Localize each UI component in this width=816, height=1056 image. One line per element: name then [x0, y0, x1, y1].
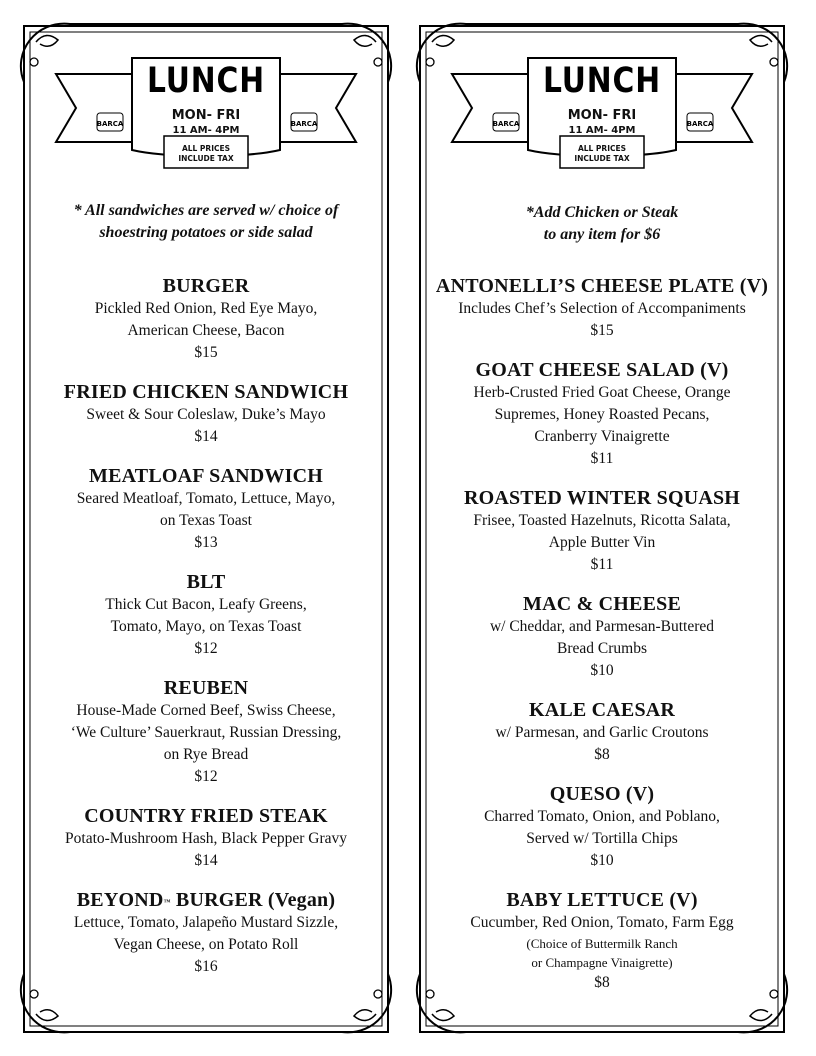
- item-desc: Lettuce, Tomato, Jalapeño Mustard Sizzle,: [73, 914, 339, 931]
- item-desc: Bread Crumbs: [557, 640, 647, 657]
- note-line: ALL PRICES: [577, 144, 627, 153]
- note-line: INCLUDE TAX: [178, 154, 234, 163]
- item-desc: Potato-Mushroom Hash, Black Pepper Gravy: [65, 830, 347, 847]
- sandwich-notice: [36, 200, 376, 244]
- svg-text:BARCA: BARCA: [96, 120, 124, 128]
- add-protein-notice: [432, 202, 772, 246]
- item-desc-note: (Choice of Buttermilk Ranch: [526, 936, 678, 951]
- item-desc: Charred Tomato, Onion, and Poblano,: [484, 808, 720, 825]
- item-desc: Cranberry Vinaigrette: [534, 428, 670, 445]
- item-desc: Seared Meatloaf, Tomato, Lettuce, Mayo,: [76, 490, 336, 507]
- notice-line: *Add Chicken or Steak: [525, 204, 679, 221]
- banner-note: [171, 144, 241, 164]
- item-name: MAC & CHEESE: [523, 593, 681, 615]
- item-price: $11: [590, 556, 614, 573]
- item-price: $8: [594, 974, 610, 991]
- item-desc: Apple Butter Vin: [548, 534, 656, 551]
- svg-text:BARCA: BARCA: [492, 120, 520, 128]
- notice-line: * All sandwiches are served w/ choice of: [73, 202, 339, 219]
- item-desc: Supremes, Honey Roasted Pecans,: [494, 406, 710, 423]
- menu-item-cheese-plate: [422, 274, 782, 342]
- item-name: MEATLOAF SANDWICH: [89, 465, 323, 487]
- item-name: GOAT CHEESE SALAD (V): [475, 359, 729, 381]
- item-name: QUESO (V): [549, 783, 655, 805]
- item-name: ROASTED WINTER SQUASH: [463, 487, 741, 509]
- notice-line: shoestring potatoes or side salad: [99, 224, 313, 241]
- menu-item-meatloaf-sandwich: [26, 464, 386, 554]
- item-desc: w/ Parmesan, and Garlic Croutons: [495, 724, 709, 741]
- menu-item-beyond-burger: [26, 888, 386, 978]
- item-name: ANTONELLI’S CHEESE PLATE (V): [435, 275, 769, 297]
- item-desc: Sweet & Sour Coleslaw, Duke’s Mayo: [86, 406, 326, 423]
- item-desc: Cucumber, Red Onion, Tomato, Farm Egg: [470, 914, 734, 931]
- banner-hours: 11 AM- 4PM: [172, 125, 240, 136]
- item-desc: Thick Cut Bacon, Leafy Greens,: [105, 596, 307, 613]
- item-desc: American Cheese, Bacon: [127, 322, 285, 339]
- item-desc: Vegan Cheese, on Potato Roll: [113, 936, 299, 953]
- svg-text:BARCA: BARCA: [686, 120, 714, 128]
- menu-item-kale-caesar: [422, 698, 782, 766]
- trademark-mark: ™: [163, 898, 171, 906]
- left-menu-panel: [16, 12, 396, 1044]
- item-price: $12: [194, 640, 218, 657]
- notice-line: to any item for $6: [543, 226, 661, 243]
- svg-text:BARCA: BARCA: [290, 120, 318, 128]
- item-name: COUNTRY FRIED STEAK: [84, 805, 328, 827]
- menu-item-country-fried-steak: [26, 804, 386, 872]
- item-price: $14: [194, 428, 218, 445]
- menu-item-roasted-winter-squash: [422, 486, 782, 576]
- menu-item-baby-lettuce: [422, 888, 782, 994]
- item-desc: Herb-Crusted Fried Goat Cheese, Orange: [473, 384, 731, 401]
- banner-title: LUNCH: [543, 61, 661, 101]
- menu-item-fried-chicken-sandwich: [26, 380, 386, 448]
- item-desc: on Texas Toast: [160, 512, 252, 529]
- item-name: BLT: [186, 571, 226, 593]
- item-desc: Tomato, Mayo, on Texas Toast: [110, 618, 302, 635]
- menu-item-blt: [26, 570, 386, 660]
- menu-item-reuben: [26, 676, 386, 788]
- item-name: BABY LETTUCE (V): [506, 889, 698, 911]
- item-price: $10: [590, 662, 614, 679]
- menu-item-goat-cheese-salad: [422, 358, 782, 470]
- item-name-part: BEYOND: [76, 889, 164, 911]
- banner-title: LUNCH: [147, 61, 265, 101]
- item-desc: Served w/ Tortilla Chips: [526, 830, 678, 847]
- menu-item-burger: [26, 274, 386, 364]
- item-desc-note: or Champagne Vinaigrette): [531, 955, 673, 970]
- item-price: $11: [590, 450, 614, 467]
- banner-days: MON- FRI: [171, 108, 241, 123]
- item-desc: Includes Chef’s Selection of Accompaniments: [458, 300, 746, 317]
- banner-days: MON- FRI: [567, 108, 637, 123]
- item-price: $12: [194, 768, 218, 785]
- menu-item-mac-and-cheese: [422, 592, 782, 682]
- right-menu-panel: [412, 12, 792, 1044]
- banner-note: [567, 144, 637, 164]
- menu-items-left: [26, 274, 386, 994]
- item-name: [26, 888, 386, 912]
- item-price: $13: [194, 534, 218, 551]
- lunch-banner: [442, 56, 762, 176]
- item-price: $16: [194, 958, 218, 975]
- note-line: ALL PRICES: [181, 144, 231, 153]
- item-desc: Frisee, Toasted Hazelnuts, Ricotta Salata,: [473, 512, 731, 529]
- item-price: $15: [590, 322, 614, 339]
- item-price: $14: [194, 852, 218, 869]
- item-desc: ‘We Culture’ Sauerkraut, Russian Dressing,: [70, 724, 342, 741]
- item-name: BURGER: [162, 275, 250, 297]
- banner-hours: 11 AM- 4PM: [568, 125, 636, 136]
- lunch-banner: [46, 56, 366, 176]
- menu-item-queso: [422, 782, 782, 872]
- item-name: REUBEN: [163, 677, 249, 699]
- item-price: $8: [594, 746, 610, 763]
- item-name: KALE CAESAR: [528, 699, 676, 721]
- item-desc: on Rye Bread: [163, 746, 249, 763]
- item-desc: House-Made Corned Beef, Swiss Cheese,: [76, 702, 336, 719]
- item-desc: Pickled Red Onion, Red Eye Mayo,: [94, 300, 318, 317]
- item-price: $15: [194, 344, 218, 361]
- item-price: $10: [590, 852, 614, 869]
- item-desc: w/ Cheddar, and Parmesan-Buttered: [489, 618, 715, 635]
- item-name: FRIED CHICKEN SANDWICH: [63, 381, 349, 403]
- item-name-part: BURGER (Vegan): [170, 889, 336, 911]
- menu-items-right: [422, 274, 782, 1010]
- note-line: INCLUDE TAX: [574, 154, 630, 163]
